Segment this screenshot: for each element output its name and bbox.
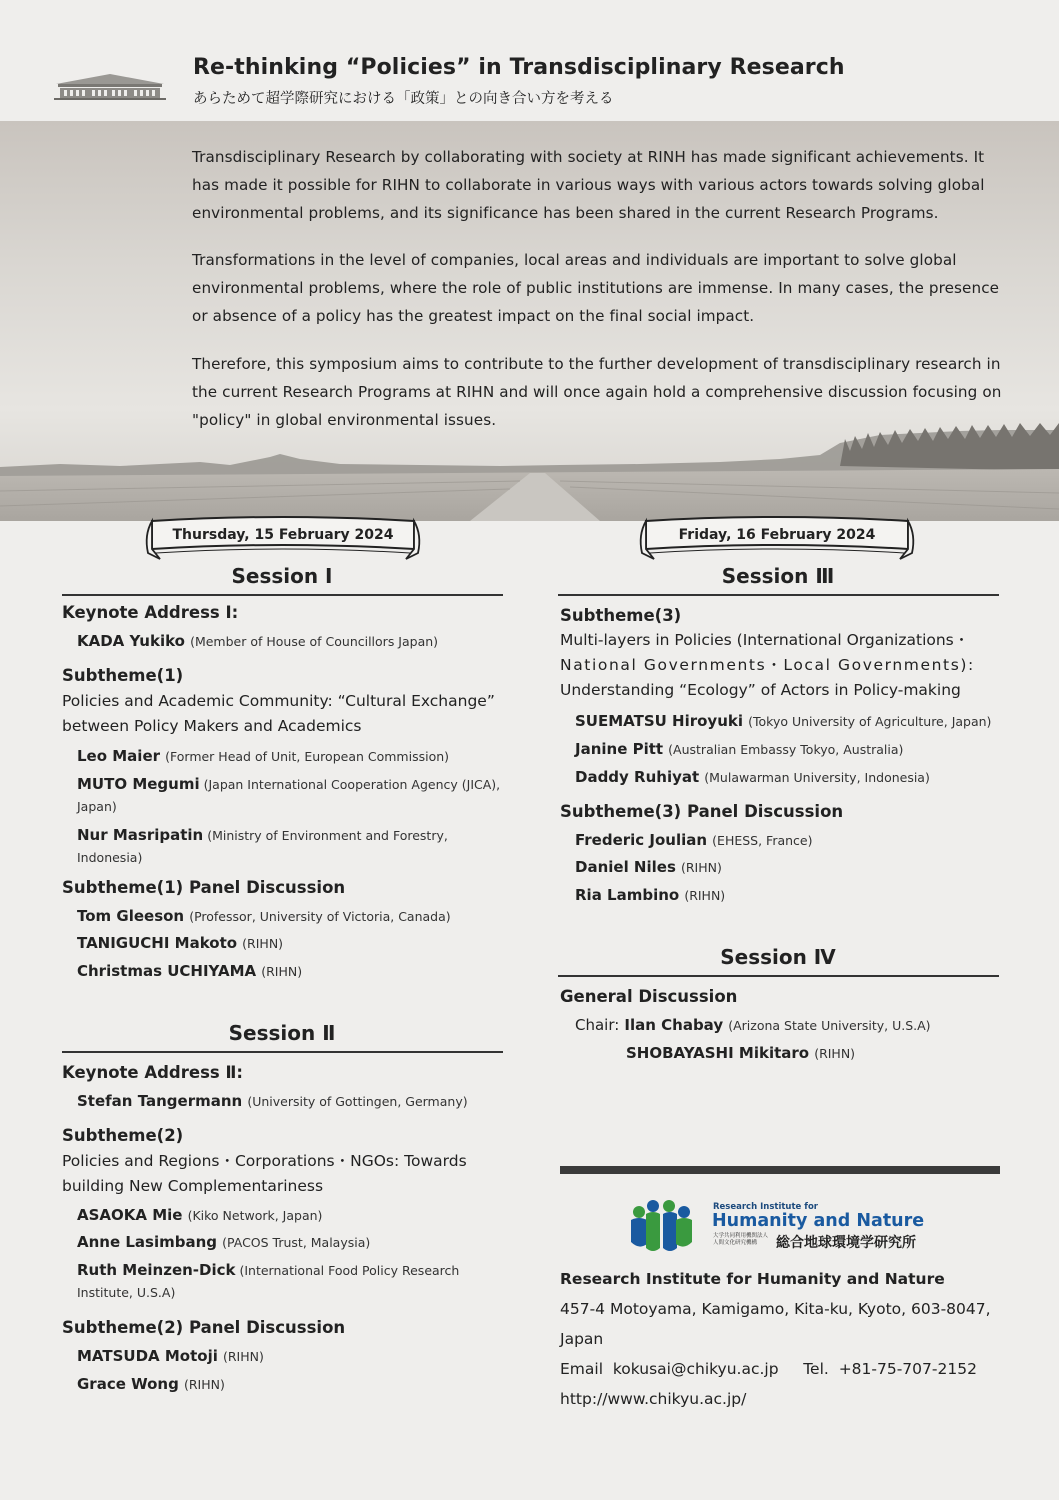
chair-line <box>575 1015 931 1034</box>
divider <box>558 975 999 977</box>
speaker-name: MATSUDA Motoji <box>77 1347 218 1365</box>
speaker-affiliation: (International Food Policy Research Institute, U.S.A) <box>77 1263 460 1300</box>
speaker-item <box>575 739 903 758</box>
date-banner-day1 <box>142 511 424 567</box>
logo-title: Humanity and Nature <box>712 1211 925 1231</box>
speaker-affiliation: (Arizona State University, U.S.A) <box>728 1018 931 1033</box>
panel-2-label: Subtheme(2) Panel Discussion <box>62 1318 346 1337</box>
session-2-title: Session Ⅱ <box>228 1021 336 1045</box>
speaker-name: Leo Maier <box>77 747 161 765</box>
subtheme-2-text: Policies and Regions・Corporations・NGOs: Towards building New Complementariness <box>62 1152 467 1195</box>
speaker-affiliation: (University of Gottingen, Germany) <box>247 1094 468 1109</box>
divider <box>62 1051 503 1053</box>
speaker-name: ASAOKA Mie <box>77 1206 183 1224</box>
email-link[interactable]: kokusai@chikyu.ac.jp <box>612 1360 779 1378</box>
intro-paragraph-1: Transdisciplinary Research by collaborating with society at RINH has made significant achievements. It has made it possible for RIHN to collaborate in various ways with various actors towards solving global environmental problems, and its significance has been shared in the current Research Programs. <box>192 148 985 222</box>
intro-paragraph-2: Transformations in the level of companies, local areas and individuals are important to solve global environmental problems, where the role of public institutions are immense. In many cases, the presence or absence of a policy has the greatest impact on the final social impact. <box>192 251 1000 325</box>
logo-ja-name: 総合地球環境学研究所 <box>776 1235 916 1251</box>
institute-name: Research Institute for Humanity and Nature <box>560 1270 945 1288</box>
subtheme-3-line-1: Multi-layers in Policies (International Organizations・ <box>560 631 970 649</box>
tel-value: +81-75-707-2152 <box>838 1360 977 1378</box>
rihn-logo-icon <box>627 1198 697 1254</box>
keynote-1-label: Keynote Address Ⅰ: <box>62 603 239 622</box>
email-label: Email <box>560 1360 604 1378</box>
speaker-name: Daniel Niles <box>575 858 676 876</box>
speaker-affiliation: (Australian Embassy Tokyo, Australia) <box>668 742 904 757</box>
speaker-affiliation: (PACOS Trust, Malaysia) <box>222 1235 371 1250</box>
subtheme-1-label: Subtheme(1) <box>62 666 184 685</box>
panel-speaker <box>575 830 813 849</box>
speaker-name: Ilan Chabay <box>624 1016 724 1034</box>
speaker-name: Christmas UCHIYAMA <box>77 962 257 980</box>
speaker-item <box>77 1259 502 1304</box>
panel-speaker <box>77 906 451 925</box>
speaker-name: MUTO Megumi <box>77 775 200 793</box>
date-day2: Friday, 16 February 2024 <box>678 527 876 543</box>
subtheme-3-line-3: Understanding “Ecology” of Actors in Policy-making <box>560 681 961 699</box>
speaker-name: Tom Gleeson <box>77 907 185 925</box>
speaker-affiliation: (RIHN) <box>814 1046 856 1061</box>
tel-label: Tel. <box>803 1360 829 1378</box>
speaker-affiliation: (RIHN) <box>680 860 722 875</box>
logo-subtitle: Research Institute for <box>713 1202 818 1212</box>
speaker-item <box>77 1232 370 1251</box>
speaker-name: SHOBAYASHI Mikitaro <box>626 1044 810 1062</box>
speaker-item <box>77 773 502 818</box>
panel-1-label: Subtheme(1) Panel Discussion <box>62 878 346 897</box>
speaker-affiliation: (Tokyo University of Agriculture, Japan) <box>748 714 992 729</box>
speaker-affiliation: (RIHN) <box>684 888 726 903</box>
session-4-title: Session Ⅳ <box>720 945 836 969</box>
speaker-name: Stefan Tangermann <box>77 1092 243 1110</box>
speaker-item <box>575 711 991 730</box>
speaker-name: Daddy Ruhiyat <box>575 768 700 786</box>
panel-speaker <box>77 1346 264 1365</box>
subtheme-2-label: Subtheme(2) <box>62 1126 184 1145</box>
speaker-item <box>77 824 502 869</box>
panel-speaker <box>77 1374 225 1393</box>
date-banner-day2 <box>636 511 918 567</box>
speaker-affiliation: (Former Head of Unit, European Commission) <box>165 749 450 764</box>
address-line-1: 457-4 Motoyama, Kamigamo, Kita-ku, Kyoto, 603-8047, <box>560 1300 991 1318</box>
speaker-affiliation: (RIHN) <box>222 1349 264 1364</box>
logo-org-text: 大学共同利用機関法人 人間文化研究機構 <box>713 1233 769 1246</box>
speaker-item <box>575 767 930 786</box>
title-ja: あらためて超学際研究における「政策」との向き合い方を考える <box>193 91 614 107</box>
subtheme-3-line-2: National Governments・Local Governments): <box>560 656 975 674</box>
general-discussion-label: General Discussion <box>560 987 738 1006</box>
speaker-affiliation: (RIHN) <box>242 936 284 951</box>
speaker-affiliation: (Mulawarman University, Indonesia) <box>704 770 930 785</box>
speaker-name: TANIGUCHI Makoto <box>77 934 238 952</box>
panel-speaker <box>77 933 283 952</box>
speaker-name: Ria Lambino <box>575 886 680 904</box>
website-link[interactable]: http://www.chikyu.ac.jp/ <box>560 1390 747 1408</box>
panel-speaker <box>77 961 302 980</box>
date-day1: Thursday, 15 February 2024 <box>172 527 394 543</box>
session-1-title: Session Ⅰ <box>231 564 333 588</box>
intro-paragraph-3: Therefore, this symposium aims to contribute to the further development of transdisciplinary research in the current Research Programs at RIHN and will once again hold a comprehensive discussion focusing on "policy" in global environmental issues. <box>192 355 1002 429</box>
speaker-name: Grace Wong <box>77 1375 179 1393</box>
panel-speaker <box>575 857 722 876</box>
speaker-name: Ruth Meinzen-Dick <box>77 1261 236 1279</box>
chair-prefix: Chair: <box>575 1016 620 1034</box>
cochair-line <box>626 1043 855 1062</box>
speaker-name: SUEMATSU Hiroyuki <box>575 712 744 730</box>
title-en: Re-thinking “Policies” in Transdisciplinary Research <box>193 55 845 80</box>
speaker-affiliation: (EHESS, France) <box>712 833 813 848</box>
building-logo-icon <box>52 72 168 102</box>
keynote-1-speaker <box>77 631 438 650</box>
divider <box>558 594 999 596</box>
panel-speaker <box>575 885 725 904</box>
speaker-name: Janine Pitt <box>575 740 664 758</box>
contact-line <box>560 1360 977 1378</box>
speaker-affiliation: (Professor, University of Victoria, Canada) <box>189 909 451 924</box>
keynote-2-speaker <box>77 1091 468 1110</box>
speaker-affiliation: (RIHN) <box>261 964 303 979</box>
speaker-name: Anne Lasimbang <box>77 1233 218 1251</box>
speaker-name: Frederic Joulian <box>575 831 708 849</box>
speaker-affiliation: (Kiko Network, Japan) <box>187 1208 323 1223</box>
speaker-name: Nur Masripatin <box>77 826 204 844</box>
speaker-affiliation: (Member of House of Councillors Japan) <box>190 634 439 649</box>
speaker-affiliation: (Ministry of Environment and Forestry, Indonesia) <box>77 828 448 865</box>
footer-divider <box>560 1166 1000 1174</box>
speaker-item <box>77 746 449 765</box>
subtheme-3-label: Subtheme(3) <box>560 606 682 625</box>
speaker-item <box>77 1205 322 1224</box>
speaker-affiliation: (RIHN) <box>183 1377 225 1392</box>
speaker-name: KADA Yukiko <box>77 632 185 650</box>
keynote-2-label: Keynote Address Ⅱ: <box>62 1063 243 1082</box>
subtheme-1-text: Policies and Academic Community: “Cultural Exchange” between Policy Makers and Academics <box>62 692 495 735</box>
panel-3-label: Subtheme(3) Panel Discussion <box>560 802 844 821</box>
address-line-2: Japan <box>560 1330 604 1348</box>
session-3-title: Session Ⅲ <box>721 564 835 588</box>
divider <box>62 594 503 596</box>
speaker-affiliation: (Japan International Cooperation Agency (JICA), Japan) <box>77 777 501 814</box>
